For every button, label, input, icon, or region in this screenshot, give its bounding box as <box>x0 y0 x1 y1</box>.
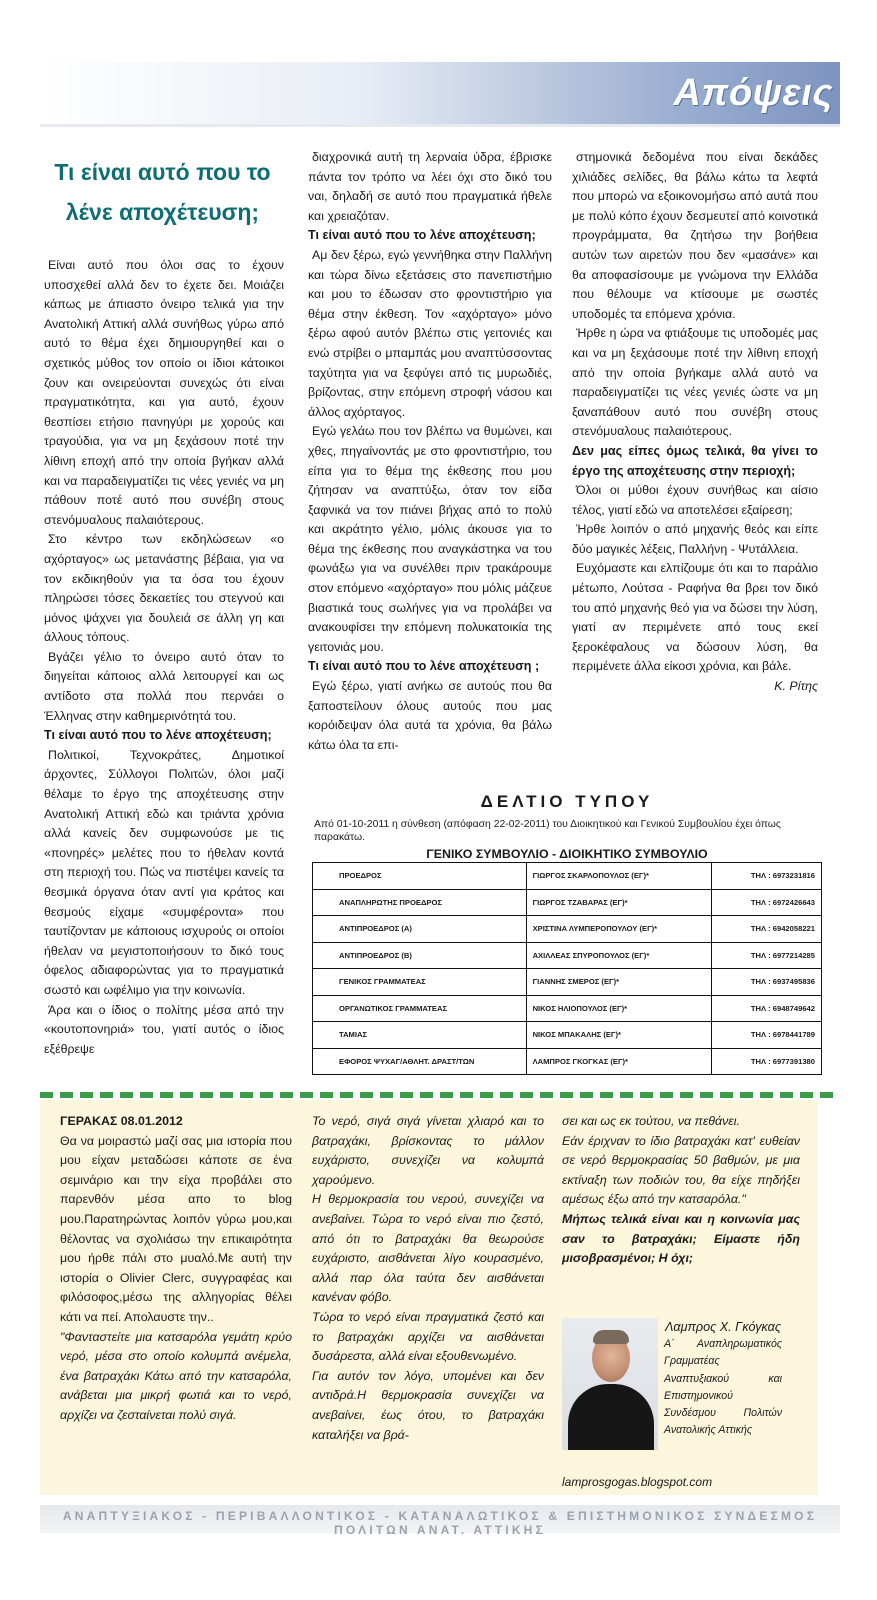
press-release-intro: Από 01-10-2011 η σύνθεση (απόφαση 22-02-2011) του Διοικητικού και Γενικού Συμβουλίου έχει όπως παρακάτω. <box>314 819 781 843</box>
board-role: ΤΑΜΙΑΣ <box>313 1022 527 1049</box>
paragraph: Η θερμοκρασία του νερού, συνεχίζει να ανεβαίνει. Τώρα το νερό είναι πιο ζεστό, από ότι το βατραχάκι θα θεωρούσε ευχάριστο, αισθάνεται λίγο κουρασμένο, αλλά παρ όλα ταύτα δεν αισθάνεται κανέναν φόβο. <box>312 1192 544 1305</box>
box-column-2 <box>312 1112 544 1445</box>
paragraph: Εγώ γελάω που τον βλέπω να θυμώνει, και χθες, πηγαίνοντάς με στο φροντιστήριο, του είπα για το θέμα της έκθεσης που μου ζήτησαν να αναπτύξω, όταν τον είδα ξαφνικά να τον πιάνει βήχας από το πολύ και ακράτητο γέλιο, μόλις άκουσε για το θέμα της έκθεσης που αναγκάστηκα να του φωνάξω για να συνέλθει πριν τρακάρουμε στον επόμενο «αχόρταγο» που μόλις μάζευε βιαστικά τους σωλήνες για να προλάβει να ανακουφίσει την επόμενη πολυκατοικία της γειτονιάς μου. <box>308 424 552 654</box>
author-block <box>664 1318 782 1440</box>
board-phone: ΤΗΛ : 6973231816 <box>712 863 822 890</box>
subheading: Τι είναι αυτό που το λένε αποχέτευση; <box>44 728 272 743</box>
paragraph: Θα να μοιραστώ μαζί σας μια ιστορία που μου είχαν μεταδώσει κάποτε σε ένα σεμινάριο και την είχα προβάλει στο παρενθόν μέσα απο το blog μου.Παρατηρώντας λοιπόν γύρω μου,και θέλοντας να σχολιάσω την επικαιρότητα μου ήρθε πάλι στο μυαλό.Με αυτή την ιστορία ο Olivier Clerc, συγγραφέας και φιλόσοφος,μέσω της αλληγορίας θέλει κάτι να πεί. Απολαυστε την.. <box>60 1133 292 1324</box>
article-signature: Κ. Ρίτης <box>774 679 818 694</box>
subheading: Τι είναι αυτό που το λένε αποχέτευση ; <box>308 659 540 674</box>
paragraph: Ευχόμαστε και ελπίζουμε ότι και το παράλιο μέτωπο, Λούτσα - Ραφήνα θα βρει τον δικό του από μηχανής θεό για να δώσει την λύση, γιατί αν περιμένετε από τους εκεί ξεροκέφαλους να δώσουν λύση, θα περιμένετε άλλα είκοσι χρόνια, και βάλε. <box>572 561 818 674</box>
blog-link[interactable]: lamprosgogas.blogspot.com <box>562 1475 713 1489</box>
article-column-1 <box>44 256 284 1059</box>
board-phone: ΤΗΛ : 6972426643 <box>712 889 822 916</box>
article-column-3 <box>572 148 818 697</box>
board-row <box>313 969 822 996</box>
board-member: ΝΙΚΟΣ ΗΛΙΟΠΟΥΛΟΣ (ΕΓ)* <box>526 995 712 1022</box>
press-release-title: ΔΕΛΤΙΟ ΤΥΠΟΥ <box>480 792 654 811</box>
board-role: ΟΡΓΑΝΩΤΙΚΟΣ ΓΡΑΜΜΑΤΕΑΣ <box>313 995 527 1022</box>
board-row <box>313 863 822 890</box>
board-phone: ΤΗΛ : 6977214285 <box>712 942 822 969</box>
paragraph: Αμ δεν ξέρω, εγώ γεννήθηκα στην Παλλήνη και τώρα δίνω εξετάσεις στο πανεπιστήμιο και μου το έδωσαν στο φροντιστήριο για θέμα στην έκθεση. Τον «αχόρταγο» μόνο ξέρω αφού αυτόν βλέπω στις γειτονιές και ενώ στρίβει ο μπαμπάς μου αναπτύσσοντας ταχύτητα για να ξεφύγει από τις μυρωδιές, βρίζοντας, στην επόμενη στροφή νάσου και άλλος αχόρταγος. <box>308 247 552 419</box>
board-role: ΑΝΤΙΠΡΟΕΔΡΟΣ (Β) <box>313 942 527 969</box>
board-member: ΓΙΑΝΝΗΣ ΣΜΕΡΟΣ (ΕΓ)* <box>526 969 712 996</box>
board-phone: ΤΗΛ : 6942058221 <box>712 916 822 943</box>
board-row <box>313 942 822 969</box>
paragraph: σει και ως εκ τούτου, να πεθάνει. <box>562 1114 740 1128</box>
paragraph: Για αυτόν τον λόγο, υπομένει και δεν αντιδρά.Η θερμοκρασία συνεχίζει να ανεβαίνει, έως ότου, το βατραχάκι καταλήξει να βρά- <box>312 1368 544 1442</box>
board-row <box>313 916 822 943</box>
paragraph: Τώρα το νερό είναι πραγματικά ζεστό και το βατραχάκι αρχίζει να αισθάνεται δυσάρεστα, αλλά είναι εξουθενωμένο. <box>312 1309 544 1364</box>
board-member: ΓΙΩΡΓΟΣ ΤΖΑΒΑΡΑΣ (ΕΓ)* <box>526 889 712 916</box>
board-member: ΛΑΜΠΡΟΣ ΓΚΟΓΚΑΣ (ΕΓ)* <box>526 1048 712 1075</box>
board-row <box>313 889 822 916</box>
paragraph: Το νερό, σιγά σιγά γίνεται χλιαρό και το βατραχάκι, βρίσκοντας το μάλλον ευχάριστο, συνεχίζει να κολυμπά χαρούμενο. <box>312 1114 544 1187</box>
box-column-3 <box>562 1112 800 1269</box>
paragraph: Είναι αυτό που όλοι σας το έχουν υποσχεθεί αλλά δεν το έχετε δει. Μοιάζει κάπως με άπιαστο όνειρο τελικά για την Ανατολική Αττική αλλά συνήθως γύρω από αυτό το θέμα έχει δημιουργηθεί και ο σχετικός μύθος τον οποίο οι ίδιοι κάτοικοι ζουν και ονειρεύονται συνεχώς ότι είναι πραγματικότητα, και για αυτό, έχουν θεσπίσει ετήσιο πανηγύρι με χορούς και τραγούδια, για να μη ξεχάσουν ποτέ την λίθινη εποχή από την οποία βγήκαν αλλά και να παραδειγματίζει τις νέες γενιές να μη πάθουν ποτέ αυτό που συνέβη στους στενόμυαλους παλαιότερους. <box>44 258 284 527</box>
paragraph: διαχρονικά αυτή τη λερναία ύδρα, έβρισκε πάντα τον τρόπο να λέει όχι στο δικό του ναι, δηλαδή σε αυτό που πραγματικά ήθελε και χρειαζόταν. <box>308 150 552 223</box>
paragraph: Ήρθε λοιπόν ο από μηχανής θεός και είπε δύο μαγικές λέξεις, Παλλήνη - Ψυτάλλεια. <box>572 522 818 556</box>
board-role: ΠΡΟΕΔΡΟΣ <box>313 863 527 890</box>
paragraph: Ήρθε η ώρα να φτιάξουμε τις υποδομές μας και να μη ξεχάσουμε ποτέ την λίθινη εποχή από την οποία βγήκαμε αλλά αυτό να παραδειγματίζει τις νέες γενιές ώστε να μη ξαναπάθουν αυτό που συνέβη στους στενόμυαλους παλαιότερους. <box>572 326 818 439</box>
header-rule <box>40 124 840 127</box>
subheading: Δεν μας είπες όμως τελικά, θα γίνει το έργο της αποχέτευσης στην περιοχή; <box>572 443 818 478</box>
board-member: ΝΙΚΟΣ ΜΠΑΚΑΛΗΣ (ΕΓ)* <box>526 1022 712 1049</box>
subheading: Τι είναι αυτό που το λένε αποχέτευση; <box>308 228 536 243</box>
board-role: ΓΕΝΙΚΟΣ ΓΡΑΜΜΑΤΕΑΣ <box>313 969 527 996</box>
board-table <box>312 862 822 1075</box>
board-phone: ΤΗΛ : 6948749642 <box>712 995 822 1022</box>
paragraph: Άρα και ο ίδιος ο πολίτης μέσα από την «κουτοπονηριά» του, γιατί αυτός ο ίδιος εξέθρεψε <box>44 1002 284 1056</box>
board-phone: ΤΗΛ : 6978441789 <box>712 1022 822 1049</box>
box-heading: ΓΕΡΑΚΑΣ 08.01.2012 <box>60 1114 183 1128</box>
box-column-1 <box>60 1112 292 1426</box>
paragraph: Όλοι οι μύθοι έχουν συνήθως και αίσιο τέλος, γιατί εδώ να αποτελέσει εξαίρεση; <box>572 483 818 517</box>
footer-text: ΑΝΑΠΤΥΞΙΑΚΟΣ - ΠΕΡΙΒΑΛΛΟΝΤΙΚΟΣ - ΚΑΤΑΝΑΛΩΤΙΚΟΣ & ΕΠΙΣΤΗΜΟΝΙΚΟΣ ΣΥΝΔΕΣΜΟΣ ΠΟΛΙΤΩΝ ΑΝΑΤ. ΑΤΤΙΚΗΣ <box>62 1509 818 1537</box>
board-row <box>313 1022 822 1049</box>
board-role: ΑΝΑΠΛΗΡΩΤΗΣ ΠΡΟΕΔΡΟΣ <box>313 889 527 916</box>
board-member: ΑΧΙΛΛΕΑΣ ΣΠΥΡΟΠΟΥΛΟΣ (ΕΓ)* <box>526 942 712 969</box>
paragraph: Εγώ ξέρω, γιατί ανήκω σε αυτούς που θα ξαποστείλουν όλους αυτούς που μας κορόιδεψαν όλα αυτά τα χρόνια, θα βάλω κάτω όλα τα επι- <box>308 679 552 752</box>
paragraph: Βγάζει γέλιο το όνειρο αυτό όταν το διηγείται κάποιος αλλά λειτουργεί και ως αντίδοτο στα πολλά που περνάει ο Έλληνας στην καθημερινότητά του. <box>44 649 284 723</box>
paragraph: Εάν έριχναν το ίδιο βατραχάκι κατ' ευθείαν σε νερό θερμοκρασίας 50 βαθμών, με μια εκτίναξη των ποδιών του, θα είχε πηδήξει αμέσως έξω από την κατσαρόλα." <box>562 1133 800 1207</box>
paragraph: στημονικά δεδομένα που είναι δεκάδες χιλιάδες σελίδες, θα βάλω κάτω τα λεφτά που μπορώ να εξοικονομήσω από αυτά που με πολύ κόπο έχουν δεσμευτεί από κοινοτικά προγράμματα, θα ζητήσω την βοήθεια αυτών των αιρετών που δεν «μασάνε» και θα αποφασίσουμε με γνώμονα την Ελλάδα που θέλουμε να κτίσουμε με σωστές υποδομές τα επόμενα χρόνια. <box>572 150 818 321</box>
board-heading: ΓΕΝΙΚΟ ΣΥΜΒΟΥΛΙΟ - ΔΙΟΙΚΗΤΙΚΟ ΣΥΜΒΟΥΛΙΟ <box>426 847 708 861</box>
article-title: Τι είναι αυτό που το λένε αποχέτευση; <box>54 159 271 225</box>
author-name: Λαμπρος Χ. Γκόγκας <box>664 1320 781 1334</box>
paragraph: "Φανταστείτε μια κατσαρόλα γεμάτη κρύο νερό, μέσα στο οποίο κολυμπά ανέμελα, ένα βατραχάκι Κάτω από την κατσαρόλα, ανάβεται μια μικρή φωτιά και το νερό, αρχίζει να ζεσταίνεται πολύ σιγά. <box>60 1329 292 1422</box>
section-label: Απόψεις <box>673 72 833 114</box>
board-row <box>313 1048 822 1075</box>
board-phone: ΤΗΛ : 6937495836 <box>712 969 822 996</box>
paragraph: Μήπως τελικά είναι και η κοινωνία μας σαν το βατραχάκι; Είμαστε ήδη μισοβρασμένοι; Η όχι; <box>562 1211 800 1266</box>
board-member: ΓΙΩΡΓΟΣ ΣΚΑΡΛΟΠΟΥΛΟΣ (ΕΓ)* <box>526 863 712 890</box>
board-role: ΕΦΟΡΟΣ ΨΥΧΑΓ/ΑΘΛΗΤ. ΔΡΑΣΤ/ΤΩΝ <box>313 1048 527 1075</box>
board-phone: ΤΗΛ : 6977391380 <box>712 1048 822 1075</box>
author-photo <box>562 1318 658 1450</box>
paragraph: Στο κέντρο των εκδηλώσεων «ο αχόρταγος» ως μετανάστης βέβαια, για να τον εκδικηθούν για τα όσα του έχουν πληρώσει τόσες δεκαετίες του στεγνού και μόνος ψάχνει για δουλειά σε άλλη γη και άλλους τόπους. <box>44 532 284 645</box>
article-column-2 <box>308 148 552 755</box>
board-row <box>313 995 822 1022</box>
paragraph: Πολιτικοί, Τεχνοκράτες, Δημοτικοί άρχοντες, Σύλλογοι Πολιτών, όλοι μαζί θέλαμε το έργο της αποχέτευσης στην Ανατολική Αττική εδώ και τριάντα χρόνια αλλά κανείς δεν συμφωνούσε με τις «πονηρές» μελέτες που το ήθελαν κοντά στη περιοχή του. Πώς να πιστέψει κανείς τα θεσμικά όργανα όταν αντί για κράτος και θεσμούς είχαμε «συμφέροντα» που ταυτίζονταν με κάποιους ισχυρούς οι οποίοι ήθελαν να μεγιστοποιήσουν το δικό τους όφελος αδιαφορώντας για το πραγματικά σωστό και ωφέλιμο για την κοινωνία. <box>44 747 284 997</box>
author-description: Α΄ Αναπληρωματικός Γραμματέας Αναπτυξιακού και Επιστημονικού Συνδέσμου Πολιτών Ανατολικής Αττικής <box>664 1338 782 1437</box>
board-role: ΑΝΤΙΠΡΟΕΔΡΟΣ (Α) <box>313 916 527 943</box>
board-member: ΧΡΙΣΤΙΝΑ ΛΥΜΠΕΡΟΠΟΥΛΟΥ (ΕΓ)* <box>526 916 712 943</box>
dashed-separator <box>40 1092 840 1098</box>
